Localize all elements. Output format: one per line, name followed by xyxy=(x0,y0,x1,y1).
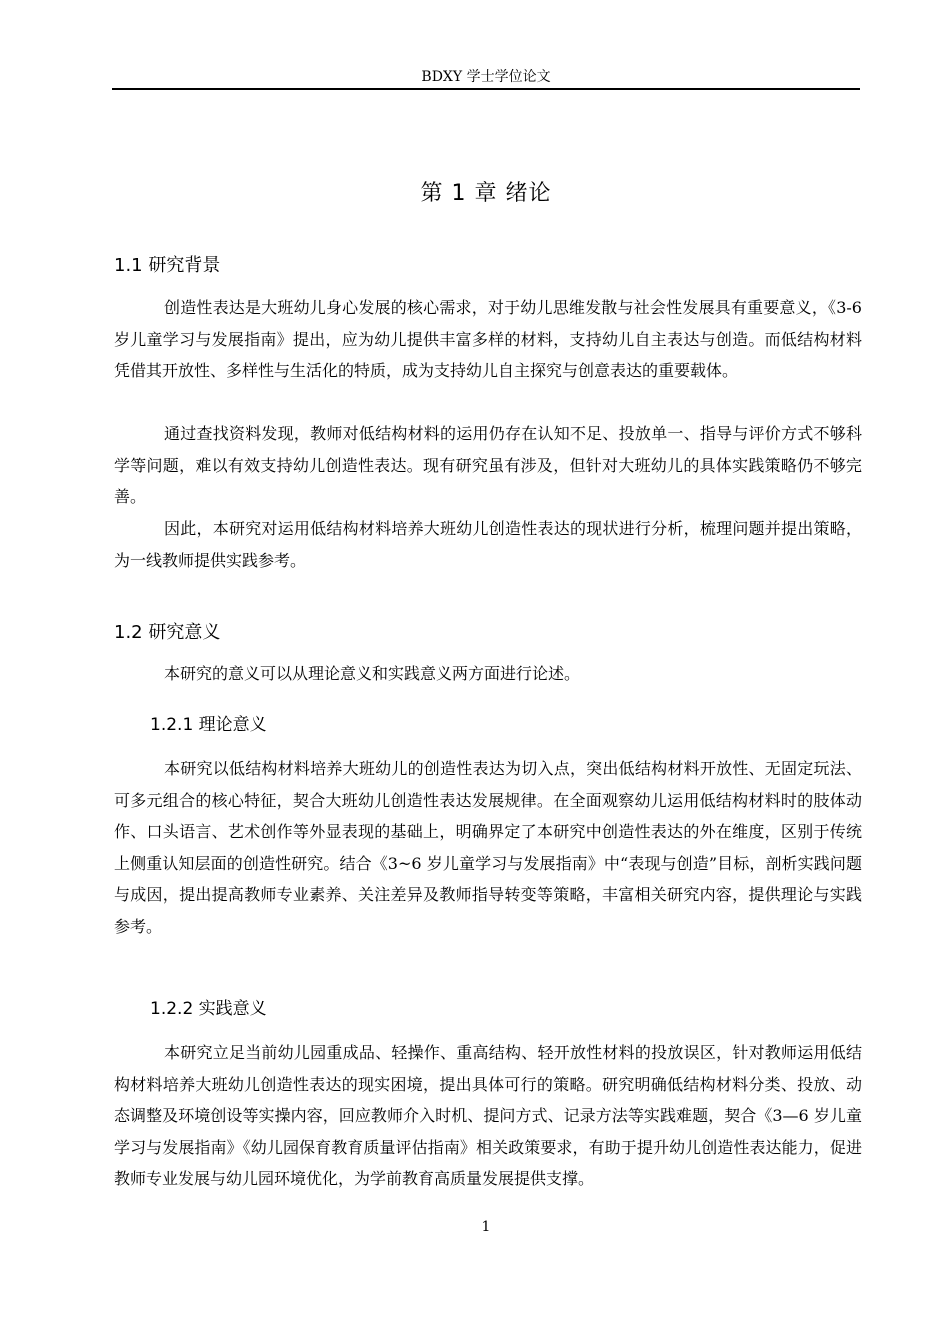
paragraph-practical: 本研究立足当前幼儿园重成品、轻操作、重高结构、轻开放性材料的投放误区，针对教师运用低结构材料培养大班幼儿创造性表达的现实困境，提出具体可行的策略。研究明确低结构材料分类、投放、动态调整及环境创设等实操内容，回应教师介入时机、提问方式、记录方法等实践难题，契合《3—6 岁儿童学习与发展指南》《幼儿园保育教育质量评估指南》相关政策要求，有助于提升幼儿创造性表达能力，促进教师专业发展与幼儿园环境优化，为学前教育高质量发展提供支撑。 xyxy=(114,1043,862,1188)
subsection-heading-theoretical: 1.2.1 理论意义 xyxy=(150,715,267,735)
page-number: 1 xyxy=(481,1219,491,1235)
chapter-title: 第 1 章 绪论 xyxy=(420,181,552,206)
paragraph-theoretical: 本研究以低结构材料培养大班幼儿的创造性表达为切入点，突出低结构材料开放性、无固定玩法、可多元组合的核心特征，契合大班幼儿创造性表达发展规律。在全面观察幼儿运用低结构材料时的肢体动作、口头语言、艺术创作等外显表现的基础上，明确界定了本研究中创造性表达的外在维度，区别于传统上侧重认知层面的创造性研究。结合《3~6 岁儿童学习与发展指南》中“表现与创造”目标，剖析实践问题与成因，提出提高教师专业素养、关注差异及教师指导转变等策略，丰富相关研究内容，提供理论与实践参考。 xyxy=(114,759,862,936)
header-rule xyxy=(112,88,860,90)
running-header: BDXY 学士学位论文 xyxy=(421,69,551,85)
section-heading-background: 1.1 研究背景 xyxy=(114,255,221,276)
paragraph-background-2: 通过查找资料发现，教师对低结构材料的运用仍存在认知不足、投放单一、指导与评价方式不够科学等问题，难以有效支持幼儿创造性表达。现有研究虽有涉及，但针对大班幼儿的具体实践策略仍不够完善。 xyxy=(114,424,862,506)
paragraph-background-3: 因此，本研究对运用低结构材料培养大班幼儿创造性表达的现状进行分析，梳理问题并提出策略，为一线教师提供实践参考。 xyxy=(114,519,862,570)
subsection-heading-practical: 1.2.2 实践意义 xyxy=(150,999,267,1019)
paragraph-significance-intro: 本研究的意义可以从理论意义和实践意义两方面进行论述。 xyxy=(164,664,581,683)
section-heading-significance: 1.2 研究意义 xyxy=(114,622,221,643)
paragraph-background-1: 创造性表达是大班幼儿身心发展的核心需求，对于幼儿思维发散与社会性发展具有重要意义，《3-6 岁儿童学习与发展指南》提出，应为幼儿提供丰富多样的材料，支持幼儿自主表达与创造。而低结构材料凭借其开放性、多样性与生活化的特质，成为支持幼儿自主探究与创意表达的重要载体。 xyxy=(114,298,862,380)
